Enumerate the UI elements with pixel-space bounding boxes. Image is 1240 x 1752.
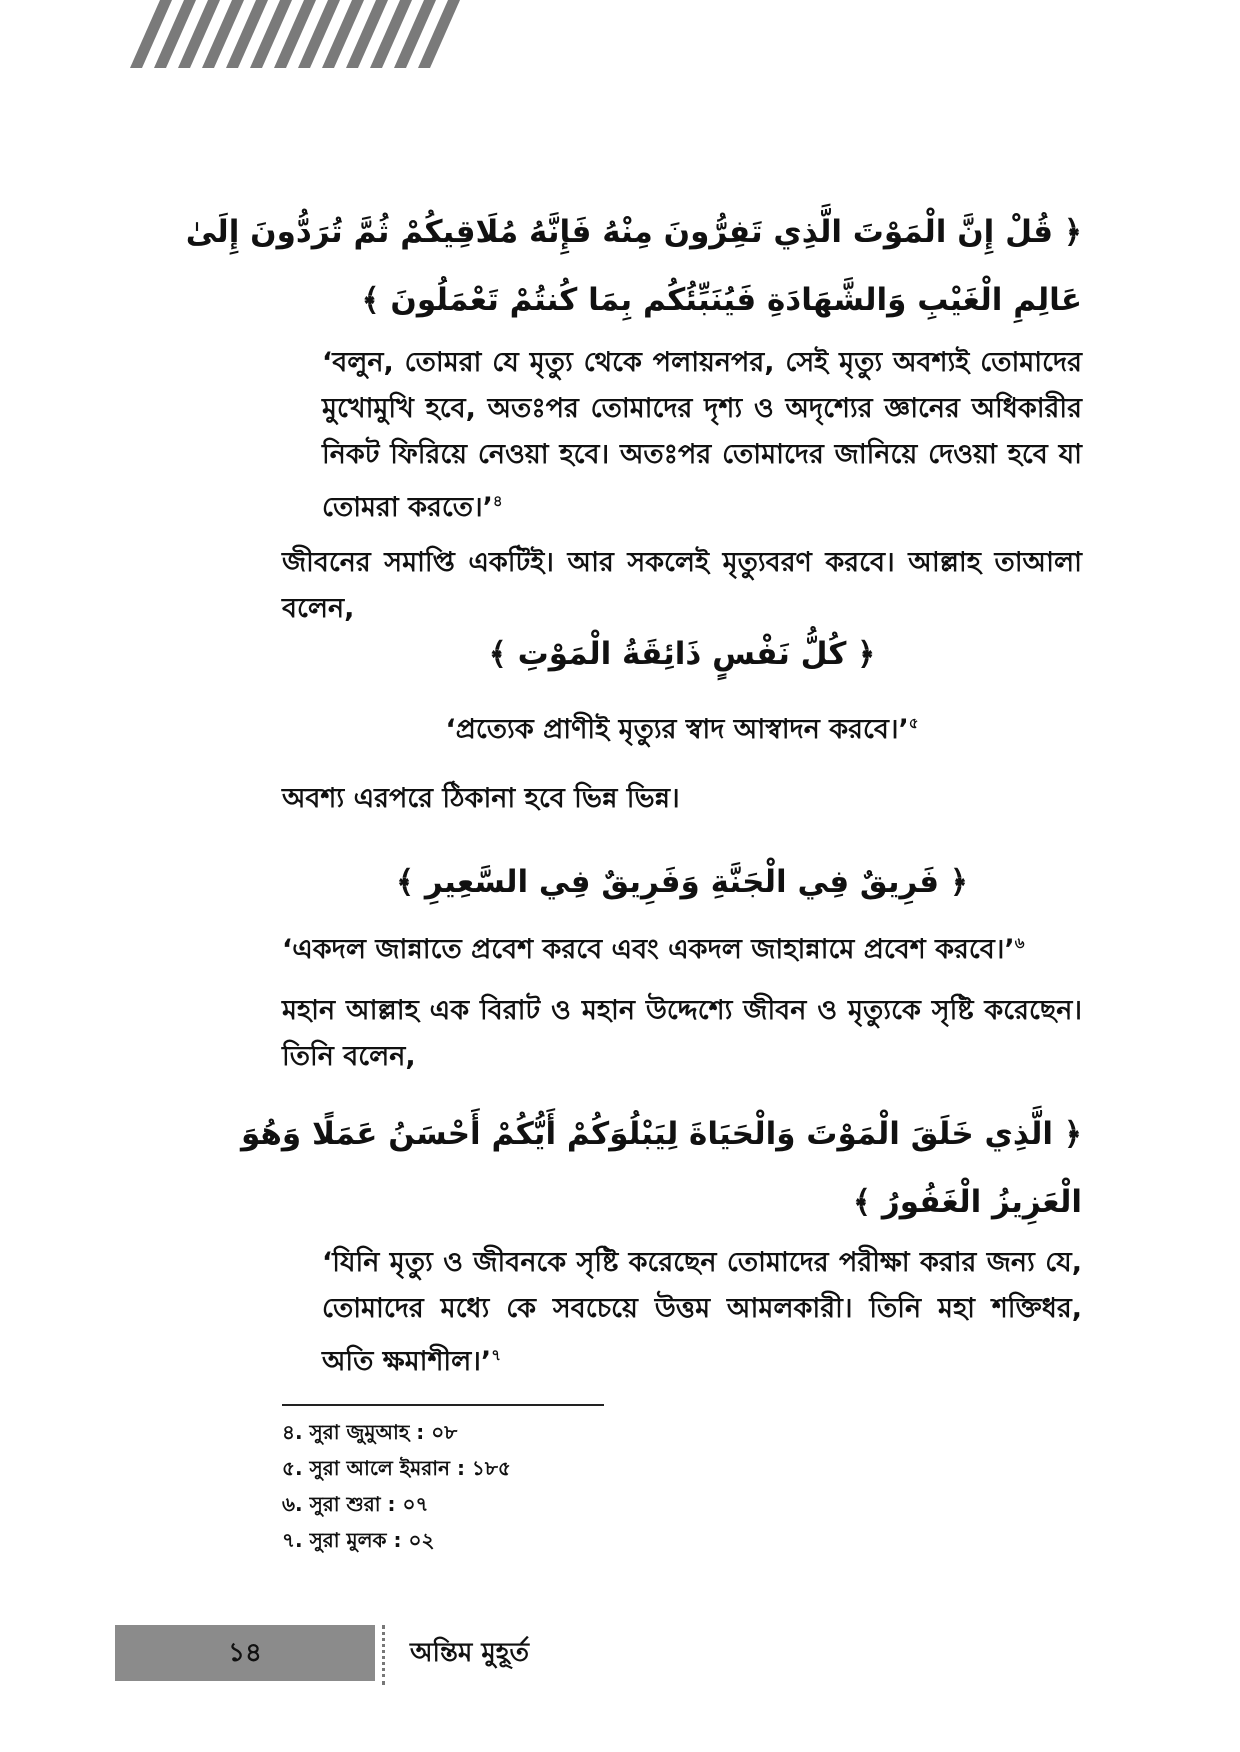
footnotes — [282, 1414, 782, 1558]
verse-translation-1 — [322, 340, 1082, 531]
footnote-ref: ৫ — [908, 714, 919, 732]
quran-verse-2 — [282, 620, 1082, 688]
quran-verse-4 — [240, 1100, 1082, 1236]
body-paragraph-3: মহান আল্লাহ এক বিরাট ও মহান উদ্দেশ্যে জীবন ও মৃত্যুকে সৃষ্টি করেছেন। তিনি বলেন, — [282, 995, 1082, 1072]
verse-translation-3 — [282, 920, 1082, 973]
header-stripes-decoration — [0, 0, 1240, 80]
stripe-group — [130, 0, 460, 68]
translation-text: ‘বলুন, তোমরা যে মৃত্যু থেকে পলায়নপর, সেই মৃত্যু অবশ্যই তোমাদের মুখোমুখি হবে, অতঃপর তোমাদের দৃশ্য ও অদৃশ্যের জ্ঞানের অধিকারীর নিকট ফিরিয়ে নেওয়া হবে। অতঃপর তোমাদের জানিয়ে দেওয়া হবে যা তোমরা করতে।’ — [322, 347, 1082, 523]
verse-line: ﴿ كُلُّ نَفْسٍ ذَائِقَةُ الْمَوْتِ ﴾ — [488, 636, 876, 672]
footnote-item: ৬. সুরা শুরা : ০৭ — [282, 1492, 429, 1516]
translation-text: ‘একদল জান্নাতে প্রবেশ করবে এবং একদল জাহান্নামে প্রবেশ করবে।’ — [282, 934, 1015, 965]
footnote-ref: ৪ — [492, 492, 503, 510]
verse-translation-4 — [322, 1240, 1082, 1385]
footnote-divider — [282, 1404, 604, 1406]
verse-line: عَالِمِ الْغَيْبِ وَالشَّهَادَةِ فَيُنَبِّئُكُم بِمَا كُنتُمْ تَعْمَلُونَ ﴾ — [361, 282, 1082, 318]
quran-verse-1 — [185, 198, 1082, 334]
verse-line: الْعَزِيزُ الْغَفُورُ ﴾ — [852, 1184, 1082, 1220]
quran-verse-3 — [282, 848, 1082, 916]
footnote-item: ৫. সুরা আলে ইমরান : ১৮৫ — [282, 1456, 511, 1480]
translation-text: ‘প্রত্যেক প্রাণীই মৃত্যুর স্বাদ আস্বাদন করবে।’ — [445, 714, 909, 745]
footnote-ref: ৬ — [1014, 934, 1025, 952]
page-number: ১৪ — [228, 1638, 262, 1668]
translation-text: ‘যিনি মৃত্যু ও জীবনকে সৃষ্টি করেছেন তোমাদের পরীক্ষা করার জন্য যে, তোমাদের মধ্যে কে সবচেয়ে উত্তম আমলকারী। তিনি মহা শক্তিধর, অতি ক্ষমাশীল।’ — [322, 1247, 1082, 1377]
body-paragraph-1: জীবনের সমাপ্তি একটিই। আর সকলেই মৃত্যুবরণ করবে। আল্লাহ তাআলা বলেন, — [282, 547, 1082, 624]
footnote-item: ৭. সুরা মুলক : ০২ — [282, 1528, 435, 1552]
body-paragraph-2: অবশ্য এরপরে ঠিকানা হবে ভিন্ন ভিন্ন। — [282, 783, 680, 814]
verse-line: ﴿ قُلْ إِنَّ الْمَوْتَ الَّذِي تَفِرُّونَ مِنْهُ فَإِنَّهُ مُلَاقِيكُمْ ثُمَّ تُرَدُّونَ إِلَىٰ — [185, 214, 1082, 250]
verse-line: ﴿ فَرِيقٌ فِي الْجَنَّةِ وَفَرِيقٌ فِي السَّعِيرِ ﴾ — [395, 864, 969, 900]
footnote-ref: ৭ — [491, 1346, 501, 1364]
footer-divider — [382, 1625, 385, 1685]
book-title: অন্তিম মুহূর্ত — [410, 1638, 529, 1668]
verse-line: ﴿ الَّذِي خَلَقَ الْمَوْتَ وَالْحَيَاةَ لِيَبْلُوَكُمْ أَيُّكُمْ أَحْسَنُ عَمَلًا وَهُوَ — [240, 1116, 1082, 1152]
footnote-item: ৪. সুরা জুমুআহ : ০৮ — [282, 1420, 458, 1444]
verse-translation-2 — [282, 700, 1082, 753]
